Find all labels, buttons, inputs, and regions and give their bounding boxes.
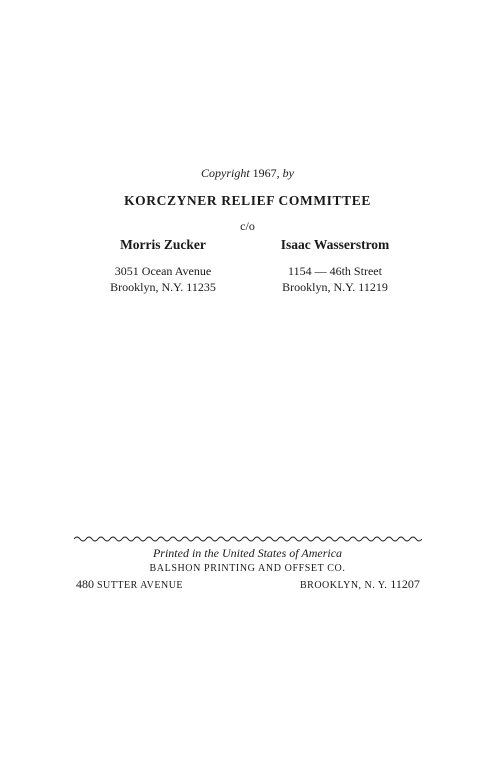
copyright-year: 1967, [252, 166, 280, 180]
printer-zip: 11207 [390, 577, 420, 591]
committee-name: KORCZYNER RELIEF COMMITTEE [124, 193, 371, 208]
wavy-divider [74, 533, 422, 545]
printer-street-name: SUTTER AVENUE [97, 580, 184, 591]
contact-street: 3051 Ocean Avenue [114, 264, 212, 278]
care-of: c/o [240, 219, 255, 233]
contact-name: Morris Zucker [120, 237, 206, 252]
contact-city: Brooklyn, N.Y. 11235 [110, 280, 216, 294]
contact-city: Brooklyn, N.Y. 11219 [282, 280, 388, 294]
printer-city-address [300, 577, 420, 592]
printer-name: BALSHON PRINTING AND OFFSET CO. [149, 563, 346, 574]
contact-right [260, 237, 410, 295]
contact-street: 1154 — 46th Street [288, 264, 382, 278]
printer-street-address [76, 577, 183, 592]
copyright-by: by [282, 166, 294, 180]
printed-in-line: Printed in the United States of America [152, 546, 343, 560]
copyright-line [0, 166, 495, 181]
copyright-label: Copyright [201, 166, 250, 180]
printer-street-number: 480 [76, 577, 94, 591]
contact-left [88, 237, 238, 295]
contact-name: Isaac Wasserstrom [280, 237, 390, 252]
printer-city-state: BROOKLYN, N. Y. [300, 580, 388, 591]
